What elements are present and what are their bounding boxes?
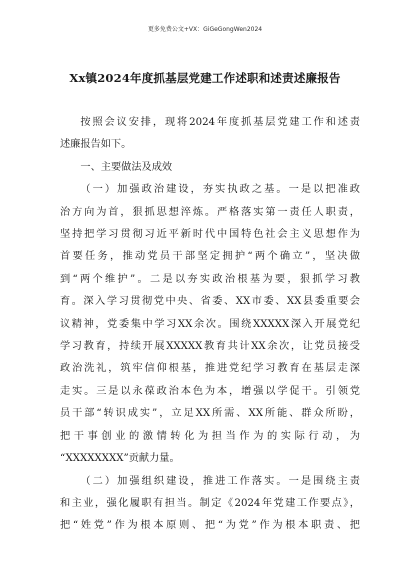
text-line: （二）加强组织建设，推进工作落实。一是围绕主责: [80, 475, 360, 487]
text-line: 学习教育，持续开展XXXXX教育共计XX余次，让党员接受: [60, 341, 360, 353]
text-line: 育。深入学习贯彻党中央、省委、XX市委、XX县委重要会: [60, 296, 360, 308]
text-line: 首要任务，推动党员干部坚定拥护“两个确立”，坚决做: [60, 251, 360, 263]
text-line: 议精神，党委集中学习XX余次。围绕XXXXX深入开展党纪: [60, 318, 360, 330]
text-line: “XXXXXXXX”贡献力量。: [60, 453, 180, 465]
document-body: [60, 112, 360, 538]
text-line: 坚持把学习贯彻习近平新时代中国特色社会主义思想作为: [60, 229, 360, 241]
text-line: 述廉报告如下。: [60, 139, 132, 151]
text-line: 和主业，强化履职有担当。制定《2024年党建工作要点》，: [60, 497, 360, 509]
text-line: 把“姓党”作为根本原则、把“为党”作为根本职责、把: [60, 520, 360, 532]
text-line: 员干部“转识成实”，立足XX所需、XX所能、群众所盼，: [60, 408, 360, 420]
text-line: （一）加强政治建设，夯实执政之基。一是以把准政: [80, 184, 360, 196]
text-line: 到“两个维护”。二是以夯实政治根基为要，狠抓学习教: [60, 273, 360, 285]
text-line: 走实。三是以永葆政治本色为本，增强以学促干。引领党: [60, 385, 360, 397]
text-line: 按照会议安排，现将2024年度抓基层党建工作和述责: [80, 117, 360, 128]
text-line: 治方向为首，狠抓思想淬炼。严格落实第一责任人职责，: [60, 206, 360, 218]
text-line: 把干事创业的激情转化为担当作为的实际行动，为: [60, 430, 360, 442]
header-note: 更多免费公文+VX：GiGeGongWen2024: [147, 26, 263, 33]
text-line: 政治洗礼，筑牢信仰根基，推进党纪学习教育在基层走深: [60, 363, 360, 375]
text-line: 一、主要做法及成效: [80, 161, 173, 173]
document-title: Xx镇2024年度抓基层党建工作述职和述责述廉报告: [69, 71, 341, 85]
